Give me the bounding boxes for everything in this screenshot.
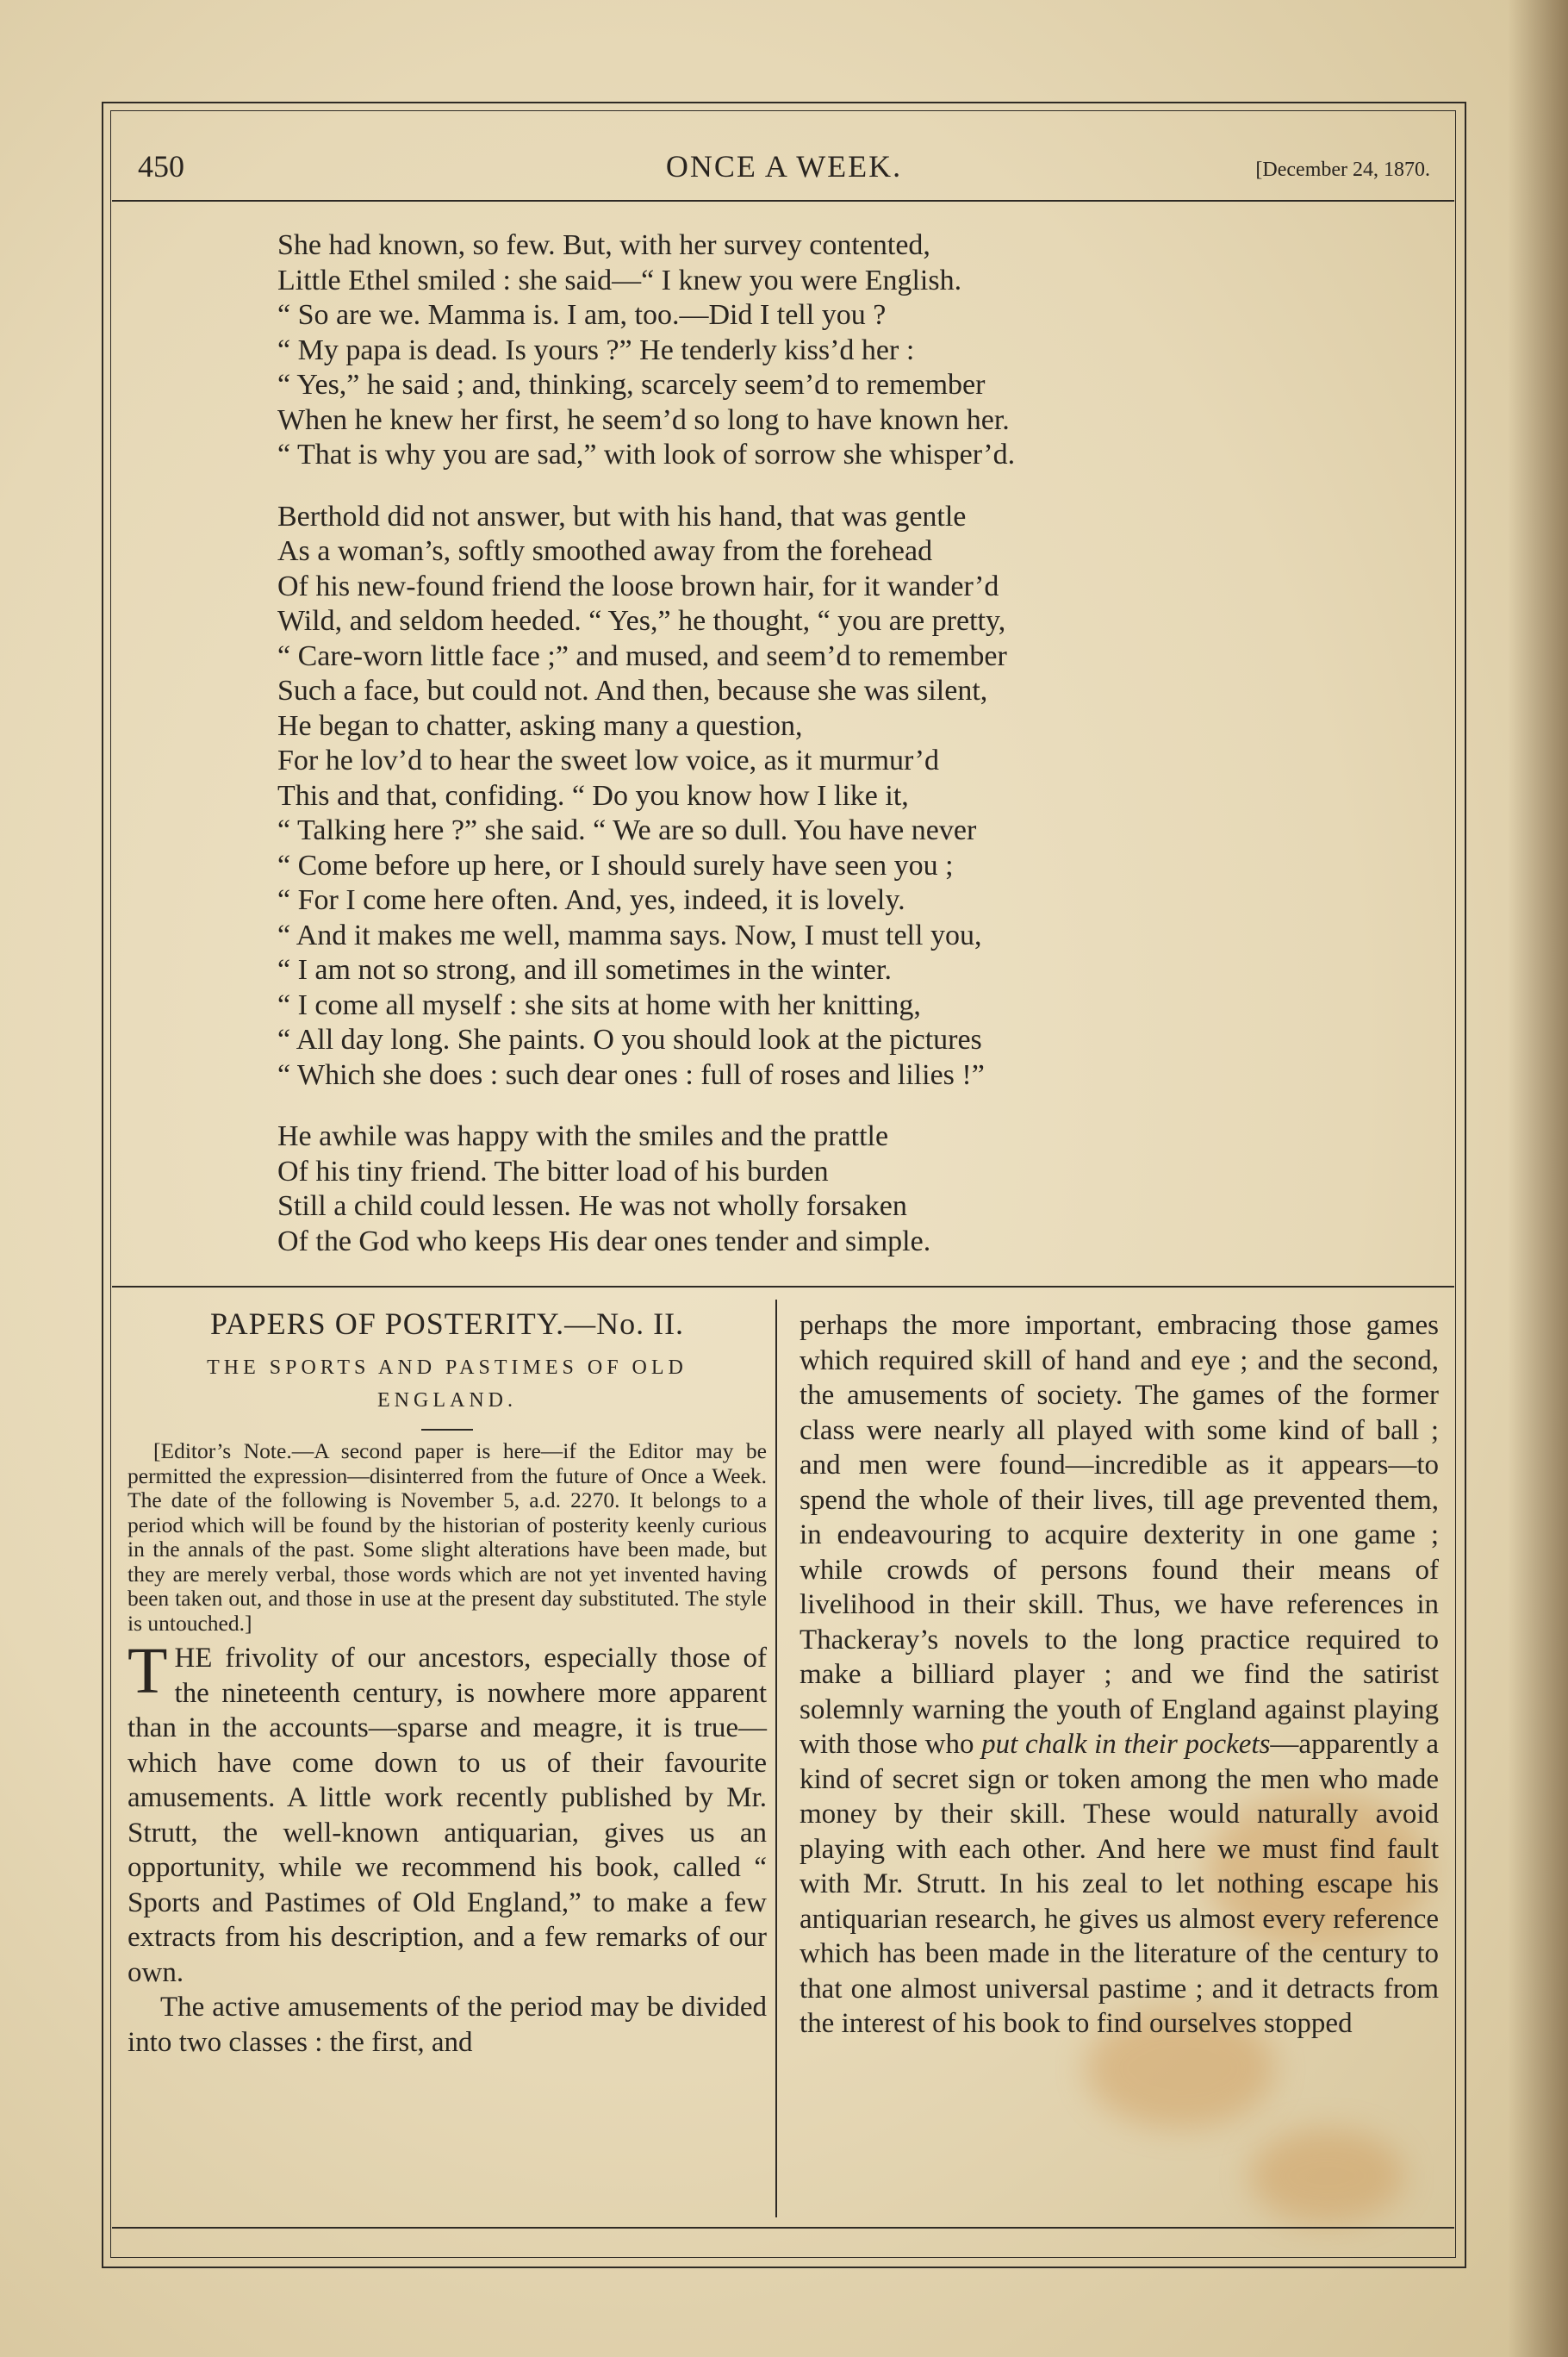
bottom-rule [112,2227,1454,2229]
article-right-column [800,1308,1439,2042]
poem-line: Such a face, but could not. And then, because she was silent, [277,675,988,707]
poem-line: He began to chatter, asking many a question, [277,709,803,742]
poem-line: “ My papa is dead. Is yours ?” He tenderly kiss’d her : [277,334,915,366]
short-rule [421,1429,473,1431]
poem-line: Still a child could lessen. He was not wholly forsaken [277,1190,907,1222]
poem-line: “ Which she does : such dear ones : full of roses and lilies !” [277,1058,985,1091]
poem-stanza [277,500,1311,1094]
poem-line: Berthold did not answer, but with his hand, that was gentle [277,500,967,533]
paragraph-text: perhaps the more important, embracing those games which required skill of hand and eye ; and the second, the amusements of society. The games of the former class were nearly all played with some kind of ball ; and men were found—incredible as it appears—to spend the whole of their lives, till age prevented them, in endeavouring to acquire dexterity in one game ; while crowds of persons found their means of livelihood in their skill. Thus, we have references in Thackeray’s novels to the long practice required to make a billiard player ; and we find the satirist solemnly warning the youth of England against playing with those who [800,1310,1439,1760]
article-title: PAPERS OF POSTERITY.—No. II. [209,1306,685,1341]
poem-line: She had known, so few. But, with her survey contented, [277,229,930,261]
poem-line: “ I am not so strong, and ill sometimes in the winter. [277,954,892,986]
italic-phrase: put chalk in their pockets [981,1729,1271,1760]
poem-line: “ Come before up here, or I should surely have seen you ; [277,849,954,882]
issue-date: [December 24, 1870. [1255,159,1430,181]
article-paragraph [800,1308,1439,2042]
poem-stanza [277,228,1311,473]
editor-note: [Editor’s Note.—A second paper is here—if the Editor may be permitted the expression—disinterred from the future of Once a Week. The date of the following is November 5, a.d. 2270. It belongs to a period which will be found by the historian of posterity keenly curious in the annals of the past. Some slight alterations have been made, but they are merely verbal, those words which are not yet invented having been taken out, and those in use at the present day substituted. The style is untouched.] [128,1438,767,1636]
poem-line: He awhile was happy with the smiles and the prattle [277,1120,889,1152]
poem-stanza [277,1119,1311,1259]
poem-line: Of the God who keeps His dear ones tender and simple. [277,1225,931,1257]
publication-title: ONCE A WEEK. [665,149,903,184]
page-number: 450 [138,149,184,184]
poem-line: Wild, and seldom heeded. “ Yes,” he thought, “ you are pretty, [277,605,1006,637]
poem-line: “ I come all myself : she sits at home with her knitting, [277,988,921,1021]
poem-line: “ Yes,” he said ; and, thinking, scarcely seem’d to remember [277,369,986,401]
poem-line: “ That is why you are sad,” with look of sorrow she whisper’d. [277,439,1016,471]
paragraph-text: —apparently a kind of secret sign or token among the men who made money by their skill. These would naturally avoid playing with each other. And here we must find fault with Mr. Strutt. In his zeal to let nothing escape his antiquarian research, he gives us almost every reference which has been made in the literature of the century to that one almost universal pastime ; and it detracts from the interest of his book to find ourselves stopped [800,1729,1440,2039]
article-subtitle-line: THE SPORTS AND PASTIMES OF OLD [207,1356,688,1379]
book-spine-shadow [1508,0,1568,2357]
poem-line: As a woman’s, softly smoothed away from the forehead [277,535,933,567]
poem-line: When he knew her first, he seem’d so long to have known her. [277,403,1010,436]
article-paragraph [128,1635,767,1990]
stanza-gap [277,1093,1311,1119]
poem-line: This and that, confiding. “ Do you know how I like it, [277,779,909,812]
paragraph-text: HE frivolity of our ancestors, especially those of the nineteenth century, is nowhere more apparent than in the accounts—sparse and meagre, it is true—which have come down to us of their favourite amusements. A little work recently published by Mr. Strutt, the well-known antiquarian, gives us an opportunity, while we recommend his book, called “ Sports and Pastimes of Old England,” to make a few extracts from his description, and a few remarks of our own. [128,1643,767,1988]
drop-cap: T [128,1635,168,1707]
section-rule [112,1286,1454,1288]
stanza-gap [277,473,1311,500]
header-rule [112,200,1454,202]
column-divider [775,1300,777,2217]
poem-line: “ And it makes me well, mamma says. Now, I must tell you, [277,919,982,951]
poem [277,228,1311,1259]
poem-line: “ All day long. She paints. O you should look at the pictures [277,1024,982,1056]
poem-line: Little Ethel smiled : she said—“ I knew you were English. [277,264,962,296]
article-paragraph: The active amusements of the period may be divided into two classes : the first, and [128,1992,767,2058]
article-subtitle-line: ENGLAND. [377,1389,517,1412]
poem-line: Of his tiny friend. The bitter load of his burden [277,1155,829,1188]
article-left-column [128,1300,767,2060]
article-subtitle [128,1351,767,1417]
poem-line: Of his new-found friend the loose brown hair, for it wander’d [277,570,999,602]
poem-line: For he lov’d to hear the sweet low voice, as it murmur’d [277,745,939,776]
poem-line: “ Care-worn little face ;” and mused, and seem’d to remember [277,639,1007,672]
poem-line: “ Talking here ?” she said. “ We are so dull. You have never [277,814,977,846]
running-header [138,148,1430,200]
poem-line: “ For I come here often. And, yes, indeed, it is lovely. [277,884,905,916]
poem-line: “ So are we. Mamma is. I am, too.—Did I tell you ? [277,299,887,331]
